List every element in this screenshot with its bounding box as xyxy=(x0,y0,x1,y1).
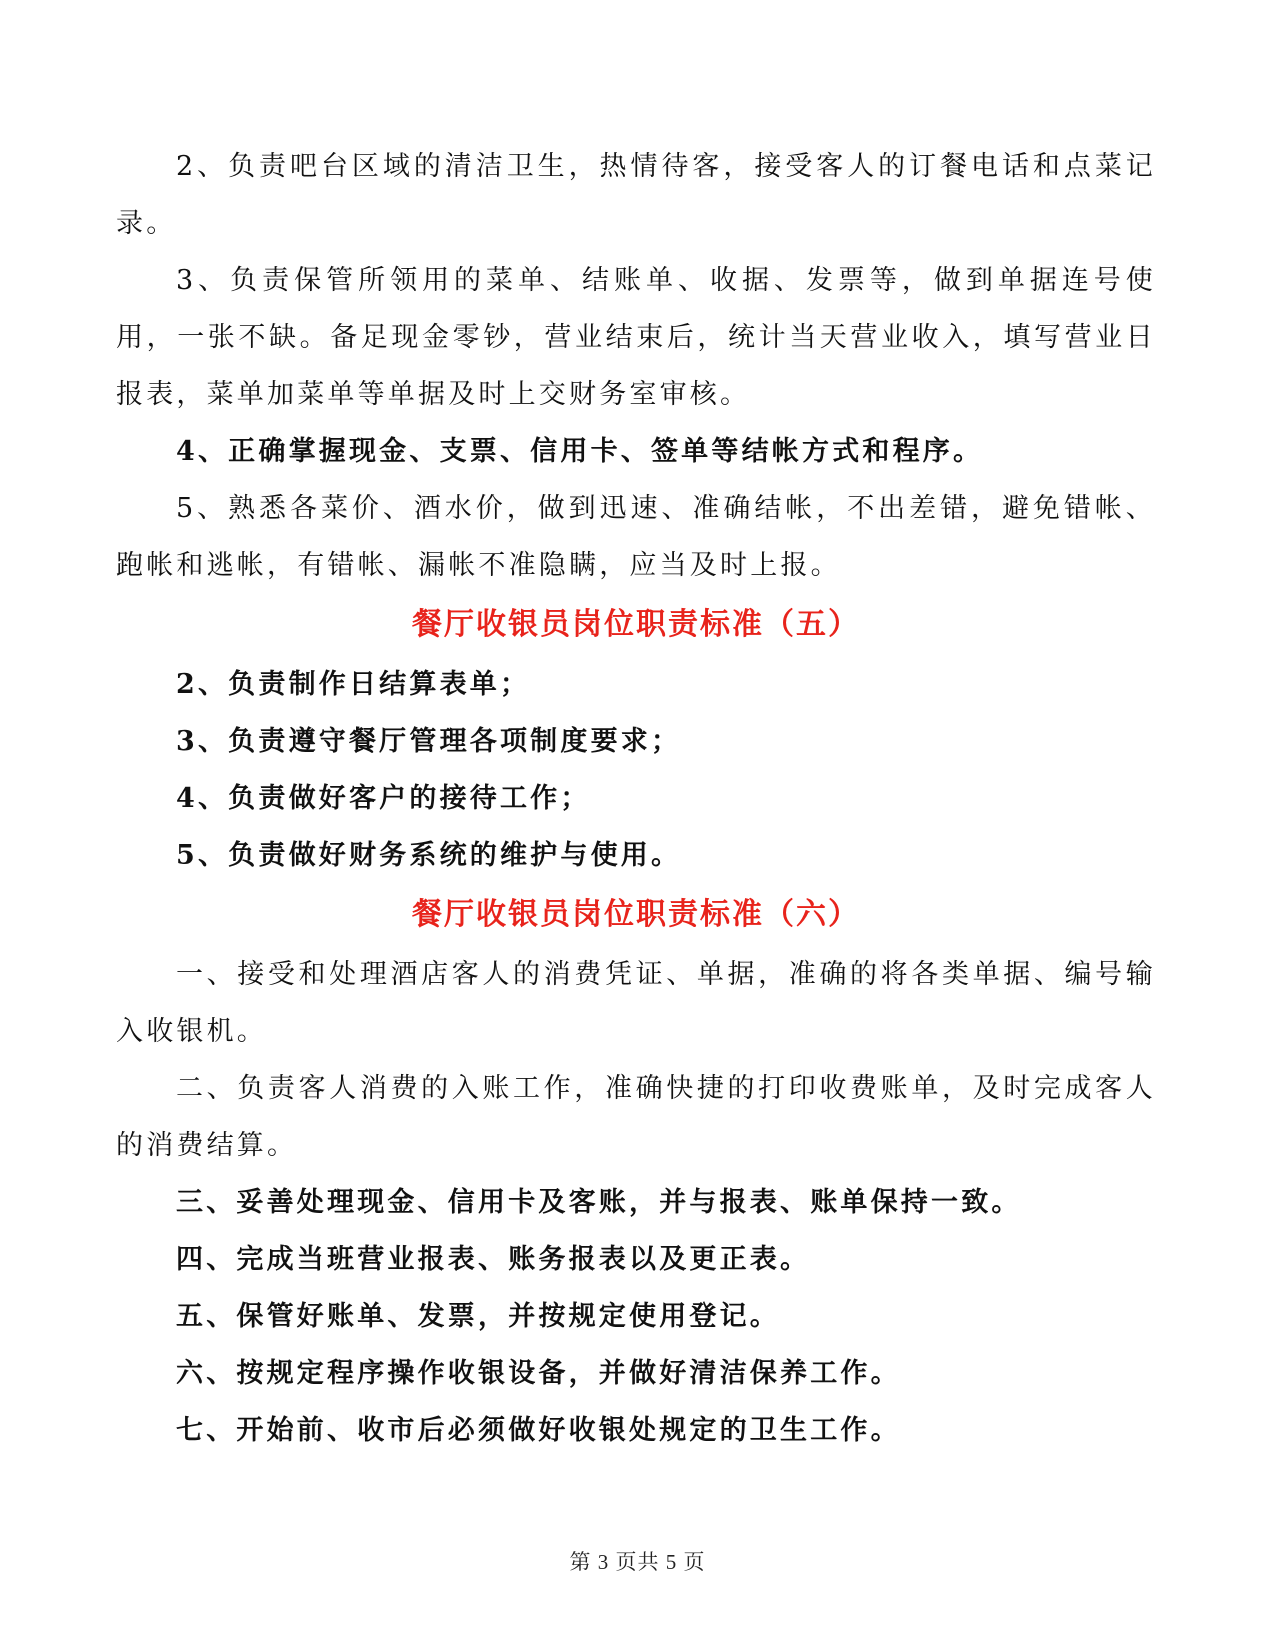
section6-item: 六、按规定程序操作收银设备，并做好清洁保养工作。 xyxy=(176,1358,901,1389)
section5-item: 2、负责制作日结算表单； xyxy=(176,669,531,700)
paragraph-item-4: 4、正确掌握现金、支票、信用卡、签单等结帐方式和程序。 xyxy=(176,436,984,467)
page-number-footer: 第 3 页共 5 页 xyxy=(569,1550,706,1574)
paragraph-item-2: 2、负责吧台区域的清洁卫生，热情待客，接受客人的订餐电话和点菜记录。 xyxy=(116,151,1156,239)
section-title-six: 餐厅收银员岗位职责标准（六） xyxy=(412,897,860,932)
section6-item: 三、妥善处理现金、信用卡及客账，并与报表、账单保持一致。 xyxy=(176,1187,1022,1218)
section5-item: 3、负责遵守餐厅管理各项制度要求； xyxy=(176,726,682,757)
section5-item: 4、负责做好客户的接待工作； xyxy=(176,783,591,814)
section-title-five: 餐厅收银员岗位职责标准（五） xyxy=(412,607,860,642)
section6-item: 七、开始前、收市后必须做好收银处规定的卫生工作。 xyxy=(176,1415,901,1446)
section6-item: 二、负责客人消费的入账工作，准确快捷的打印收费账单，及时完成客人的消费结算。 xyxy=(116,1073,1156,1161)
page-content xyxy=(116,138,1156,1459)
section6-item: 五、保管好账单、发票，并按规定使用登记。 xyxy=(176,1301,780,1332)
section5-item: 5、负责做好财务系统的维护与使用。 xyxy=(176,840,682,871)
section6-item: 一、接受和处理酒店客人的消费凭证、单据，准确的将各类单据、编号输入收银机。 xyxy=(116,959,1156,1047)
section6-item: 四、完成当班营业报表、账务报表以及更正表。 xyxy=(176,1244,811,1275)
paragraph-item-3: 3、负责保管所领用的菜单、结账单、收据、发票等，做到单据连号使用，一张不缺。备足现金零钞，营业结束后，统计当天营业收入，填写营业日报表，菜单加菜单等单据及时上交财务室审核。 xyxy=(116,265,1156,410)
paragraph-item-5: 5、熟悉各菜价、酒水价，做到迅速、准确结帐，不出差错，避免错帐、跑帐和逃帐，有错帐、漏帐不准隐瞒，应当及时上报。 xyxy=(116,493,1156,581)
